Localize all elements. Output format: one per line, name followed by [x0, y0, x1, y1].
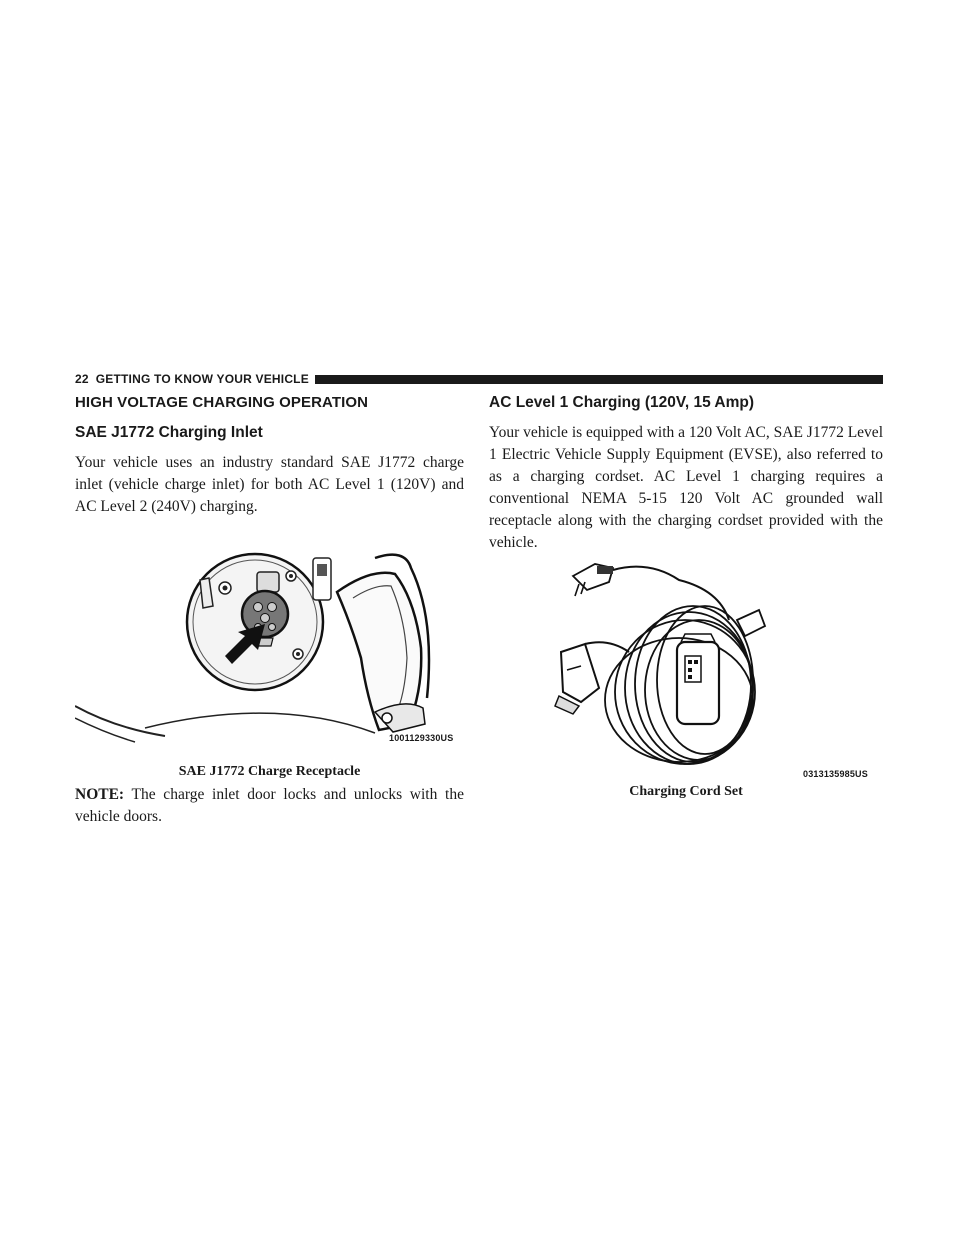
- left-column: [75, 394, 464, 828]
- note-paragraph: [75, 784, 464, 828]
- figure-caption: Charging Cord Set: [629, 784, 743, 799]
- section-heading: HIGH VOLTAGE CHARGING OPERATION: [75, 394, 369, 411]
- charge-receptacle-figure: [75, 528, 464, 762]
- charging-cord-set-illustration: [489, 560, 883, 782]
- page-header: [75, 372, 883, 386]
- note-text: The charge inlet door locks and unlocks with the vehicle doors.: [75, 786, 464, 825]
- header-rule: [315, 375, 883, 384]
- note-label: NOTE:: [75, 786, 125, 803]
- charge-receptacle-illustration: [75, 528, 464, 744]
- figure-caption: SAE J1772 Charge Receptacle: [178, 764, 361, 779]
- charging-inlet-paragraph: Your vehicle uses an industry standard SAE J1772 charge inlet (vehicle charge inlet) for both AC Level 1 (120V) and AC Level 2 (240V) charging.: [75, 454, 464, 515]
- charging-inlet-subheading: SAE J1772 Charging Inlet: [75, 424, 263, 441]
- right-column: [489, 394, 883, 800]
- figure-image-id: 1001129330US: [389, 733, 454, 743]
- section-title: GETTING TO KNOW YOUR VEHICLE: [95, 372, 309, 386]
- figure-image-id: 0313135985US: [803, 769, 868, 779]
- ac-level1-paragraph: Your vehicle is equipped with a 120 Volt AC, SAE J1772 Level 1 Electric Vehicle Supply Equipment (EVSE), also referred to as a charging cordset. AC Level 1 charging requires a conventional NEMA 5-15 120 Volt AC grounded wall receptacle along with the charging cordset provided with the vehicle.: [489, 424, 883, 551]
- ac-level1-subheading: AC Level 1 Charging (120V, 15 Amp): [489, 394, 755, 411]
- charging-cord-set-figure: [489, 560, 883, 782]
- page-number: 22: [75, 372, 89, 386]
